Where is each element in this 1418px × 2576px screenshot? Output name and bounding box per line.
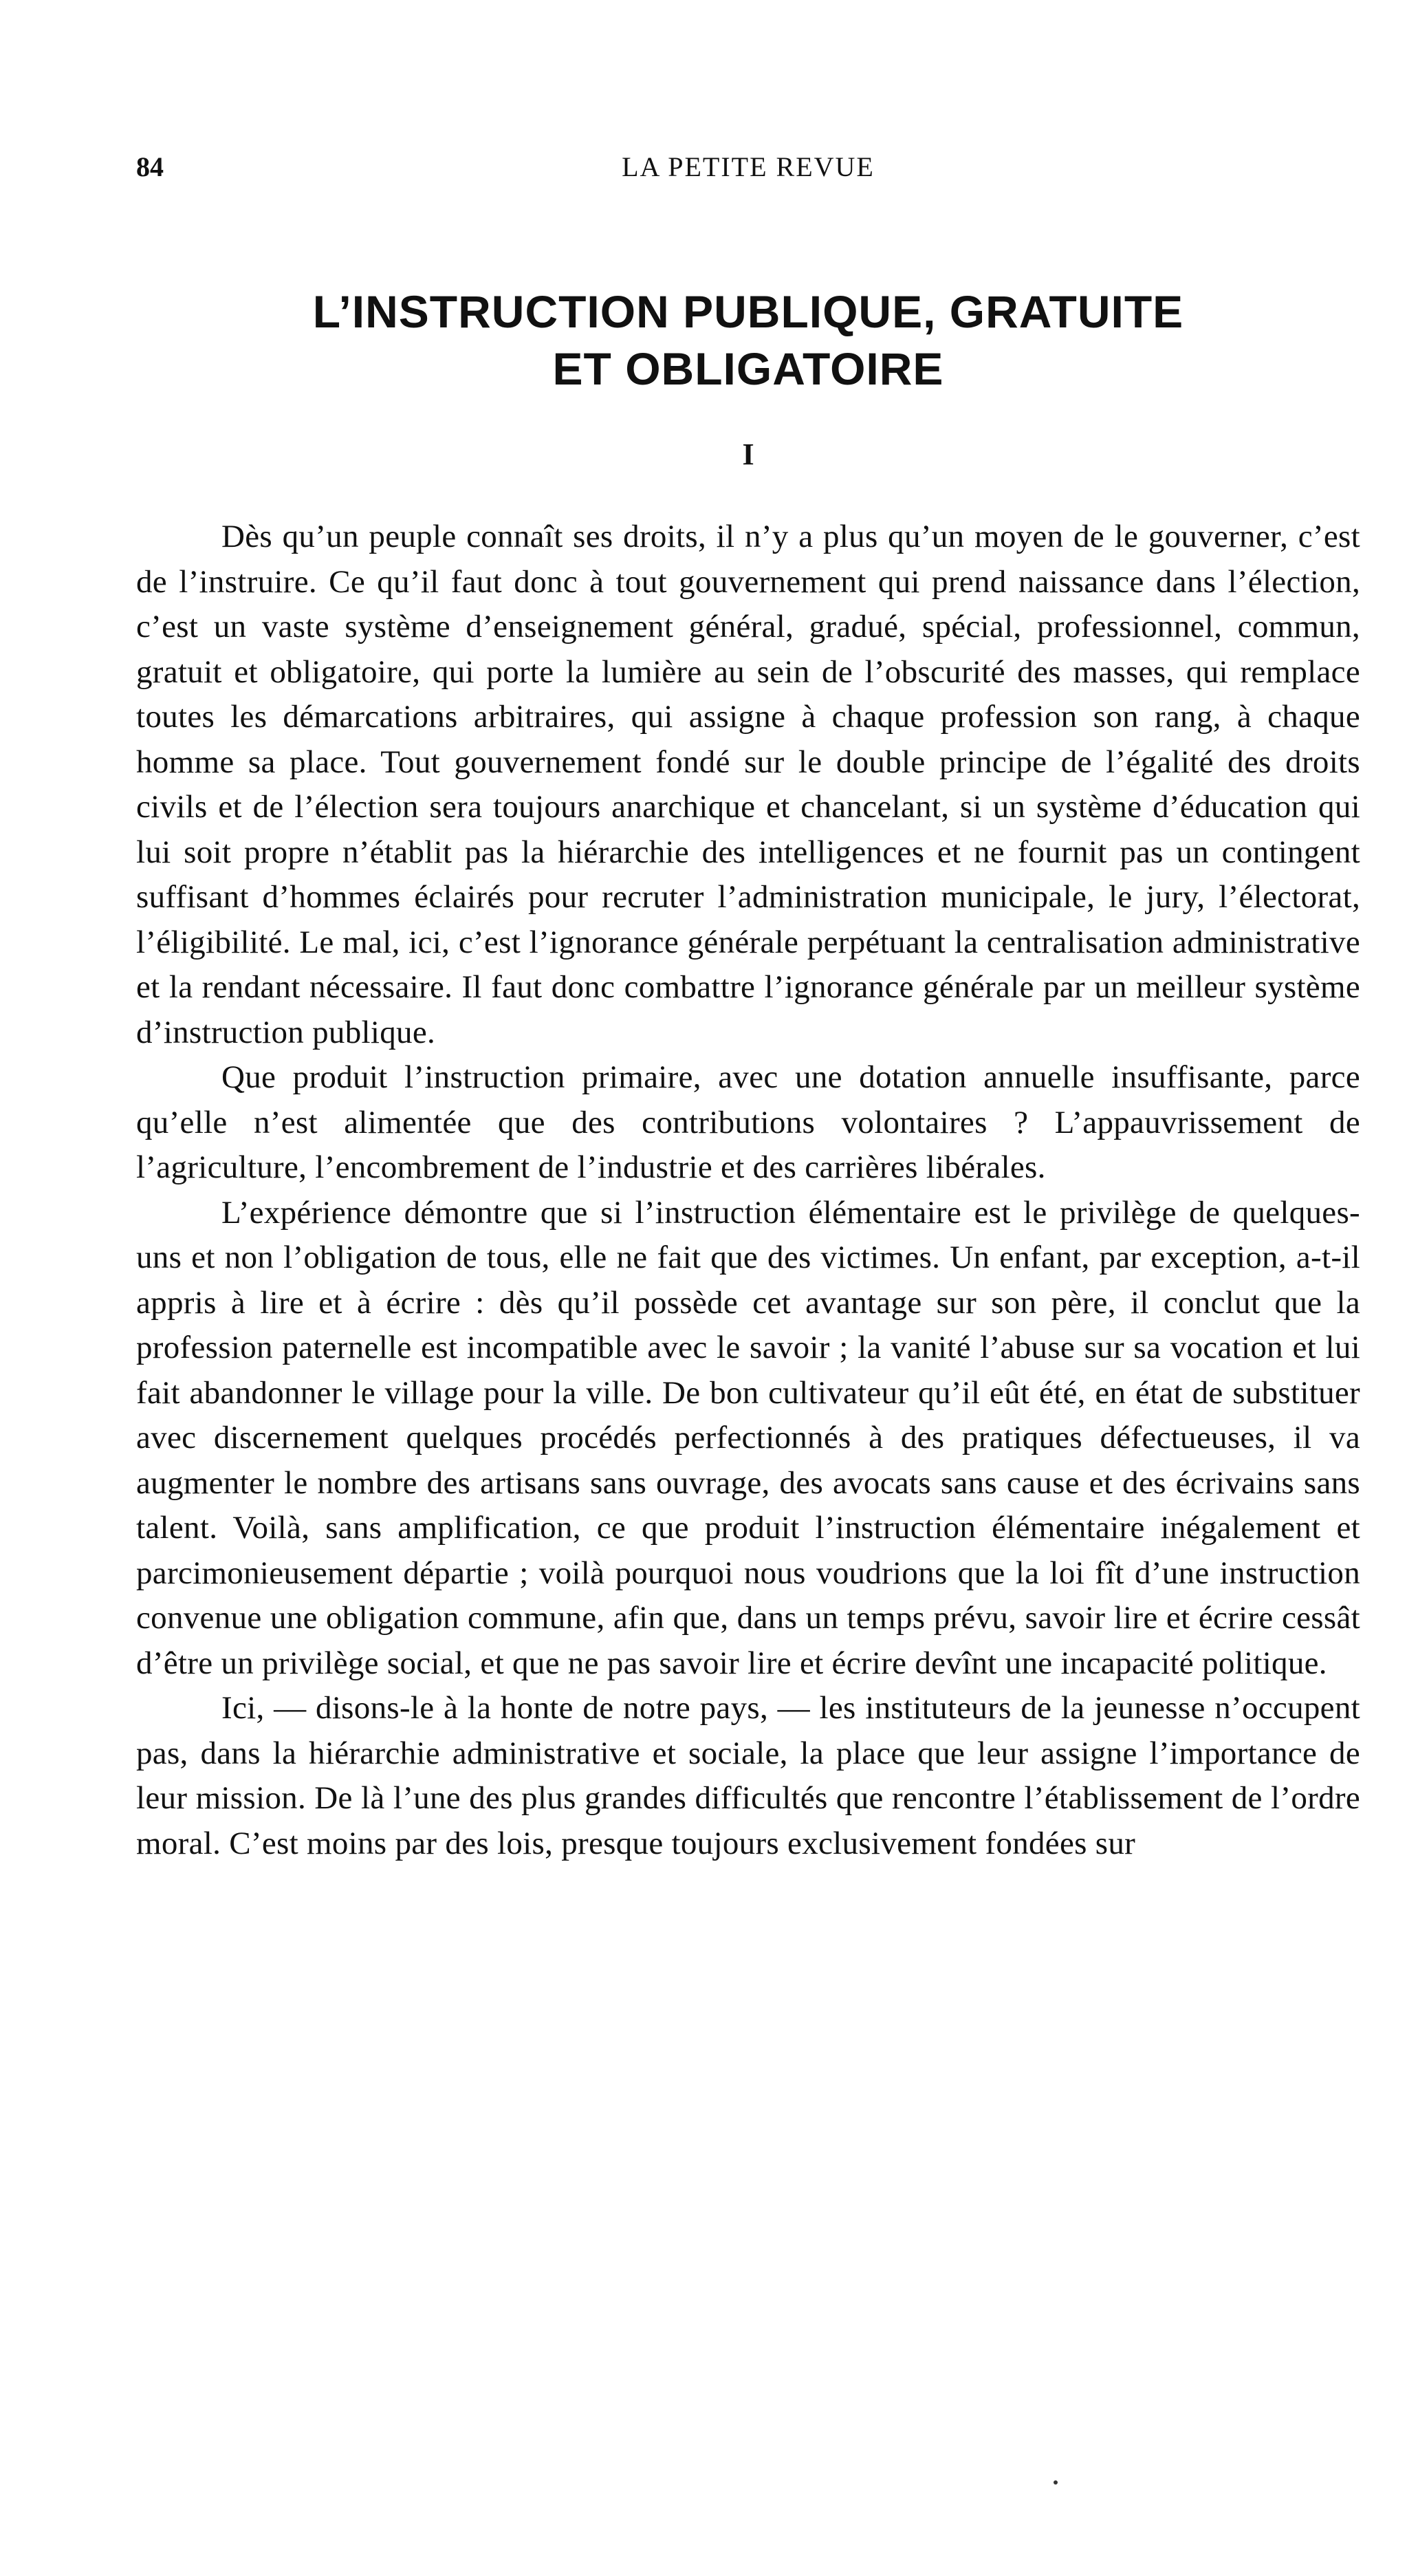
body-paragraph: Dès qu’un peuple connaît ses droits, il n’y a plus qu’un moyen de le gouverner, c’est de l’instruire. Ce qu’il faut donc à tout gouvernement qui prend naissance dans l’élection, c’est un vaste système d’enseignement général, gradué, spécial, professionnel, commun, gratuit et obligatoire, qui porte la lumière au sein de l’obscurité des masses, qui remplace toutes les démarcations arbitraires, qui assigne à chaque profession son rang, à chaque homme sa place. Tout gouvernement fondé sur le double principe de l’égalité des droits civils et de l’élection sera toujours anarchique et chancelant, si un système d’éducation qui lui soit propre n’établit pas la hiérarchie des intelligences et ne fournit pas un contingent suffisant d’hommes éclairés pour recruter l’administration municipale, le jury, l’électorat, l’éligibilité. Le mal, ici, c’est l’ignorance générale perpétuant la centralisation administrative et la rendant nécessaire. Il faut donc combattre l’ignorance générale par un meilleur système d’instruction publique. <box>136 519 1360 1050</box>
running-header <box>136 141 1360 189</box>
page-number: 84 <box>136 151 164 182</box>
print-speck <box>1054 2480 1058 2485</box>
body-paragraph: L’expérience démontre que si l’instruction élémentaire est le privilège de quelques-uns et non l’obligation de tous, elle ne fait que des victimes. Un enfant, par exception, a-t-il appris à lire et à écrire : dès qu’il possède cet avantage sur son père, il conclut que la profession paternelle est incompatible avec le savoir ; la vanité l’abuse sur sa vocation et lui fait abandonner le village pour la ville. De bon cultivateur qu’il eût été, en état de substituer avec discernement quelques procédés perfectionnés à des pratiques défectueuses, il va augmenter le nombre des artisans sans ouvrage, des avocats sans cause et des écrivains sans talent. Voilà, sans amplification, ce que produit l’instruction élémentaire inégalement et parcimonieusement départie ; voilà pourquoi nous voudrions que la loi fît d’une instruction convenue une obligation commune, afin que, dans un temps prévu, savoir lire et écrire cessât d’être un privilège social, et que ne pas savoir lire et écrire devînt une incapacité politique. <box>136 1194 1360 1681</box>
document-page <box>136 141 1360 1866</box>
article-title <box>136 283 1360 398</box>
journal-name: LA PETITE REVUE <box>622 151 875 182</box>
article-title-line-1: L’INSTRUCTION PUBLIQUE, GRATUITE <box>312 286 1184 337</box>
body-paragraph: Que produit l’instruction primaire, avec une dotation annuelle insuffisante, parce qu’elle n’est alimentée que des contributions volontaires ? L’appauvrissement de l’agriculture, l’encombrement de l’industrie et des carrières libérales. <box>136 1059 1360 1185</box>
section-numeral: I <box>742 437 754 471</box>
body-paragraph: Ici, — disons-le à la honte de notre pays, — les instituteurs de la jeunesse n’occupent pas, dans la hiérarchie administrative et sociale, la place que leur assigne l’importance de leur mission. De là l’une des plus grandes difficultés que rencontre l’établissement de l’ordre moral. C’est moins par des lois, presque toujours exclusivement fondées sur <box>136 1690 1360 1861</box>
article-body <box>136 515 1360 1866</box>
article-title-line-2: ET OBLIGATOIRE <box>552 343 944 394</box>
